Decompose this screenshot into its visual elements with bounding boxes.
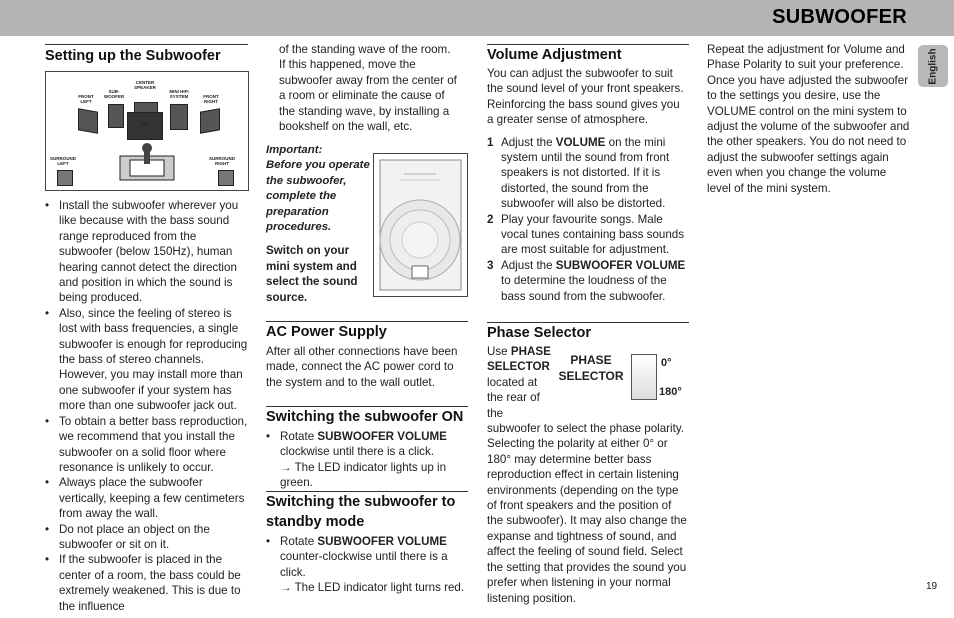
setup-bullets [45, 198, 250, 614]
volume-intro: You can adjust the subwoofer to suit the sound level of your front speakers. Reinforcing the bass sound gives you a greater sense of atmosphere. [487, 67, 684, 127]
bullet-item [280, 534, 468, 596]
bullet-item: • To obtain a better bass reproduction, we recommend that you install the subwoofer on a solid floor where resonance is unlikely to occur. [59, 414, 250, 476]
control-name: SUBWOOFER VOLUME [317, 430, 447, 443]
repeat-paragraph: Repeat the adjustment for Volume and Phase Polarity to suit your preference. Once you have adjusted the subwoofer to the settings you desire, use the VOLUME control on the mini system to adjust the volume of the subwoofer and the other speakers. You do not need to adjust the subwoofer settings again even when you change the volume level of the mini system. [707, 43, 910, 195]
bullet-item: • Do not place an object on the subwoofer or sit on it. [59, 522, 250, 553]
page-number: 19 [926, 581, 938, 592]
language-label: English [927, 47, 939, 85]
label-mini-hifi: MINI HIFI SYSTEM [169, 89, 189, 99]
step-text: to determine the loudness of the bass sound from the subwoofer. [501, 274, 667, 303]
led-result: → The LED indicator light turns red. [280, 581, 465, 595]
subwoofer-unit [108, 104, 124, 128]
led-result: → The LED indicator lights up in green. [280, 460, 447, 490]
phase-selector-switch [631, 354, 657, 400]
step-number: 3 [487, 258, 494, 272]
important-text: Before you operate the subwoofer, complete the preparation procedures. [266, 159, 370, 234]
switch-on-heading: Switching the subwoofer ON [266, 409, 464, 425]
control-name: SUBWOOFER VOLUME [317, 535, 447, 548]
step-number: 1 [487, 135, 494, 149]
heading-rule [45, 44, 248, 45]
label-surround-right: SURROUND RIGHT [208, 156, 235, 166]
continuation-paragraph: of the standing wave of the room. If this happened, move the subwoofer away from the center of a room or eliminate the cause of the standing wave, by installing a bookshelf on the wall, etc. [279, 43, 457, 134]
phase-intro [487, 344, 555, 421]
surround-left-speaker [57, 170, 73, 186]
front-right-speaker [200, 108, 220, 134]
label-front-right: FRONT RIGHT [203, 94, 219, 104]
phase-0-label: 0° [661, 357, 672, 369]
subwoofer-figure [373, 153, 468, 297]
step-text: Adjust the [501, 135, 556, 149]
label-surround-left: SURROUND LEFT [49, 156, 76, 166]
volume-section [487, 44, 689, 304]
phase-location: located at the rear of the [487, 375, 540, 420]
bullet-item: • Install the subwoofer wherever you like because with the bass sound range reproduced from the subwoofer (below 150Hz), human hearing cannot detect the direction and position in which the sound is being produced. [59, 198, 250, 306]
step-text: Play your favourite songs. Male vocal tunes containing bass sounds are most suitable for adjustment. [501, 212, 685, 257]
rotate-word: Rotate [280, 535, 315, 548]
label-front-left: FRONT LEFT [78, 94, 94, 104]
subwoofer-drawing [374, 154, 467, 296]
language-tab [918, 45, 948, 87]
phase-text: subwoofer to select the phase polarity. Selecting the polarity at either 0° or 180° may determine better bass reproduction effect in certain listening environments (depending on the type of front speakers and the position of the subwoofer). It may also change the expanse and tightness of sound, and affect the feeling of sound field. Select the setting that provides the sound you prefer when listening in your normal listening position. [487, 422, 687, 605]
column-setup [45, 44, 248, 66]
important-label: Important: [266, 144, 323, 156]
surround-right-speaker [218, 170, 234, 186]
phase-selector-label: PHASE SELECTOR [558, 353, 624, 383]
ac-text: After all other connections have been made, connect the AC power cord to the system and to the wall outlet. [266, 345, 458, 389]
phase-use: Use [487, 345, 508, 358]
volume-heading: Volume Adjustment [487, 47, 622, 63]
step-text: on the mini system until the sound from front speakers is not distorted. If it is distorted, the sound from the subwoofer will also be distorted. [501, 135, 670, 211]
standby-section [266, 491, 468, 596]
step-item [487, 135, 689, 212]
label-sub-woofer: SUB- WOOFER [103, 89, 125, 99]
label-tv: TV [141, 122, 147, 127]
bullet-item: • If the subwoofer is placed in the center of a room, the bass could be extremely weakened. This is due to the influence [59, 552, 250, 614]
bullet-item: • Also, since the feeling of stereo is lost with bass frequencies, a single subwoofer is enough for reproducing the bass of stereo channels. However, you may install more than one subwoofer if your system has more than one subwoofer jack out. [59, 306, 250, 414]
step-number: 2 [487, 212, 494, 226]
rotate-direction: counter-clockwise until there is a click. [280, 550, 448, 579]
step-item [487, 258, 689, 304]
rotate-direction: clockwise until there is a click. [280, 445, 434, 459]
listener-sofa-icon [116, 138, 178, 184]
switch-on-note: Switch on your mini system and select the sound source. [266, 244, 358, 304]
bullet-item: • Always place the subwoofer vertically, keeping a few centimeters from away the wall. [59, 475, 250, 521]
repeat-adjustment-text [707, 42, 912, 196]
label-center-speaker: CENTER SPEAKER [134, 80, 156, 90]
step-bold: VOLUME [555, 135, 606, 149]
step-text: Adjust the [501, 258, 556, 272]
ac-power-section [266, 321, 468, 390]
mini-hifi-unit [170, 104, 188, 130]
bullet-item [280, 429, 468, 491]
rotate-word: Rotate [280, 430, 315, 443]
phase-bold: PHASE SELECTOR [487, 345, 551, 374]
important-note [266, 143, 370, 305]
speaker-placement-diagram [45, 71, 249, 191]
continuation-text [279, 42, 459, 134]
phase-180-label: 180° [659, 386, 682, 398]
switch-on-section [266, 406, 468, 491]
header-bar [0, 0, 954, 36]
step-bold: SUBWOOFER VOLUME [555, 258, 686, 272]
page-title: SUBWOOFER [772, 6, 907, 28]
phase-heading: Phase Selector [487, 325, 591, 341]
front-left-speaker [78, 108, 98, 134]
step-item [487, 212, 689, 258]
ac-heading: AC Power Supply [266, 324, 387, 340]
setup-heading: Setting up the Subwoofer [45, 48, 221, 64]
standby-heading: Switching the subwoofer to standby mode [266, 494, 456, 530]
